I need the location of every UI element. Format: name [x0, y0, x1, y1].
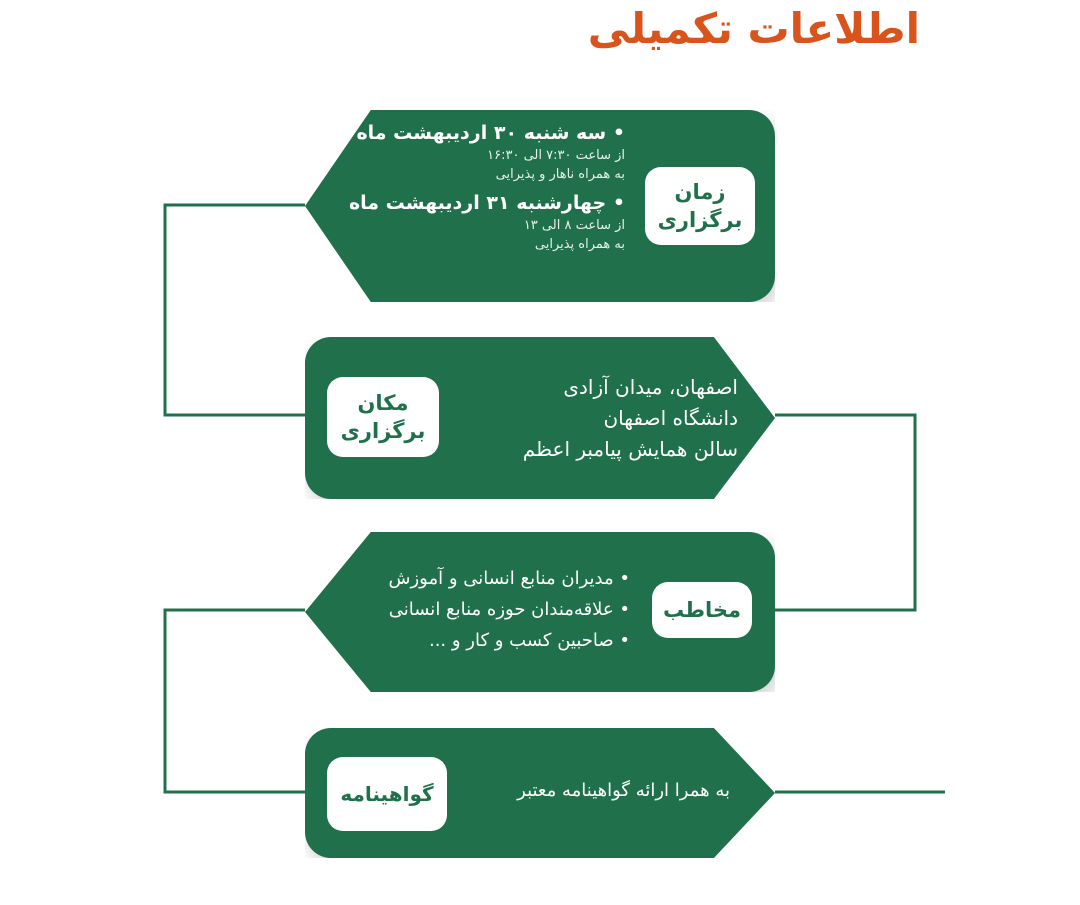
audience-item: • صاحبین کسب و کار و ... [330, 625, 630, 656]
connector-audience-certificate [165, 610, 305, 792]
connector-time-place [165, 205, 305, 415]
certificate-text: به همرا ارائه گواهینامه معتبر [517, 780, 730, 801]
time-tag-line2: برگزاری [657, 208, 743, 232]
time-entry-date: • چهارشنبه ۳۱ اردیبهشت ماه [325, 192, 625, 214]
connector-place-audience [775, 415, 915, 610]
time-tag [645, 167, 755, 245]
time-entry-hours: از ساعت ۸ الی ۱۳ [523, 218, 625, 233]
audience-list [330, 563, 630, 656]
place-tag-line2: برگزاری [340, 419, 426, 443]
place-line: اصفهان، میدان آزادی [563, 375, 738, 399]
certificate-tag [327, 757, 447, 831]
page-title: اطلاعات تکمیلی [587, 4, 920, 53]
time-entry-note: به همراه پذیرایی [534, 237, 625, 252]
place-tag-line1: مکان [357, 390, 409, 415]
time-tag-line1: زمان [674, 179, 726, 204]
certificate-tag-line1: گواهینامه [340, 781, 434, 806]
audience-tag [652, 582, 752, 638]
certificate-details [450, 780, 730, 801]
time-entry [325, 122, 625, 182]
time-entry-hours: از ساعت ۷:۳۰ الی ۱۶:۳۰ [487, 148, 625, 163]
time-entry [325, 192, 625, 252]
audience-item: • علاقه‌مندان حوزه منابع انسانی [330, 594, 630, 625]
time-entry-date: • سه شنبه ۳۰ اردیبهشت ماه [325, 122, 625, 144]
audience-item: • مدیران منابع انسانی و آموزش [330, 563, 630, 594]
place-line: دانشگاه اصفهان [603, 406, 738, 430]
time-entry-note: به همراه ناهار و پذیرایی [495, 167, 625, 182]
audience-tag-line1: مخاطب [662, 597, 742, 622]
place-line: سالن همایش پیامبر اعظم [522, 437, 738, 461]
place-tag [327, 377, 439, 457]
place-details [448, 372, 738, 465]
time-details [325, 122, 625, 262]
